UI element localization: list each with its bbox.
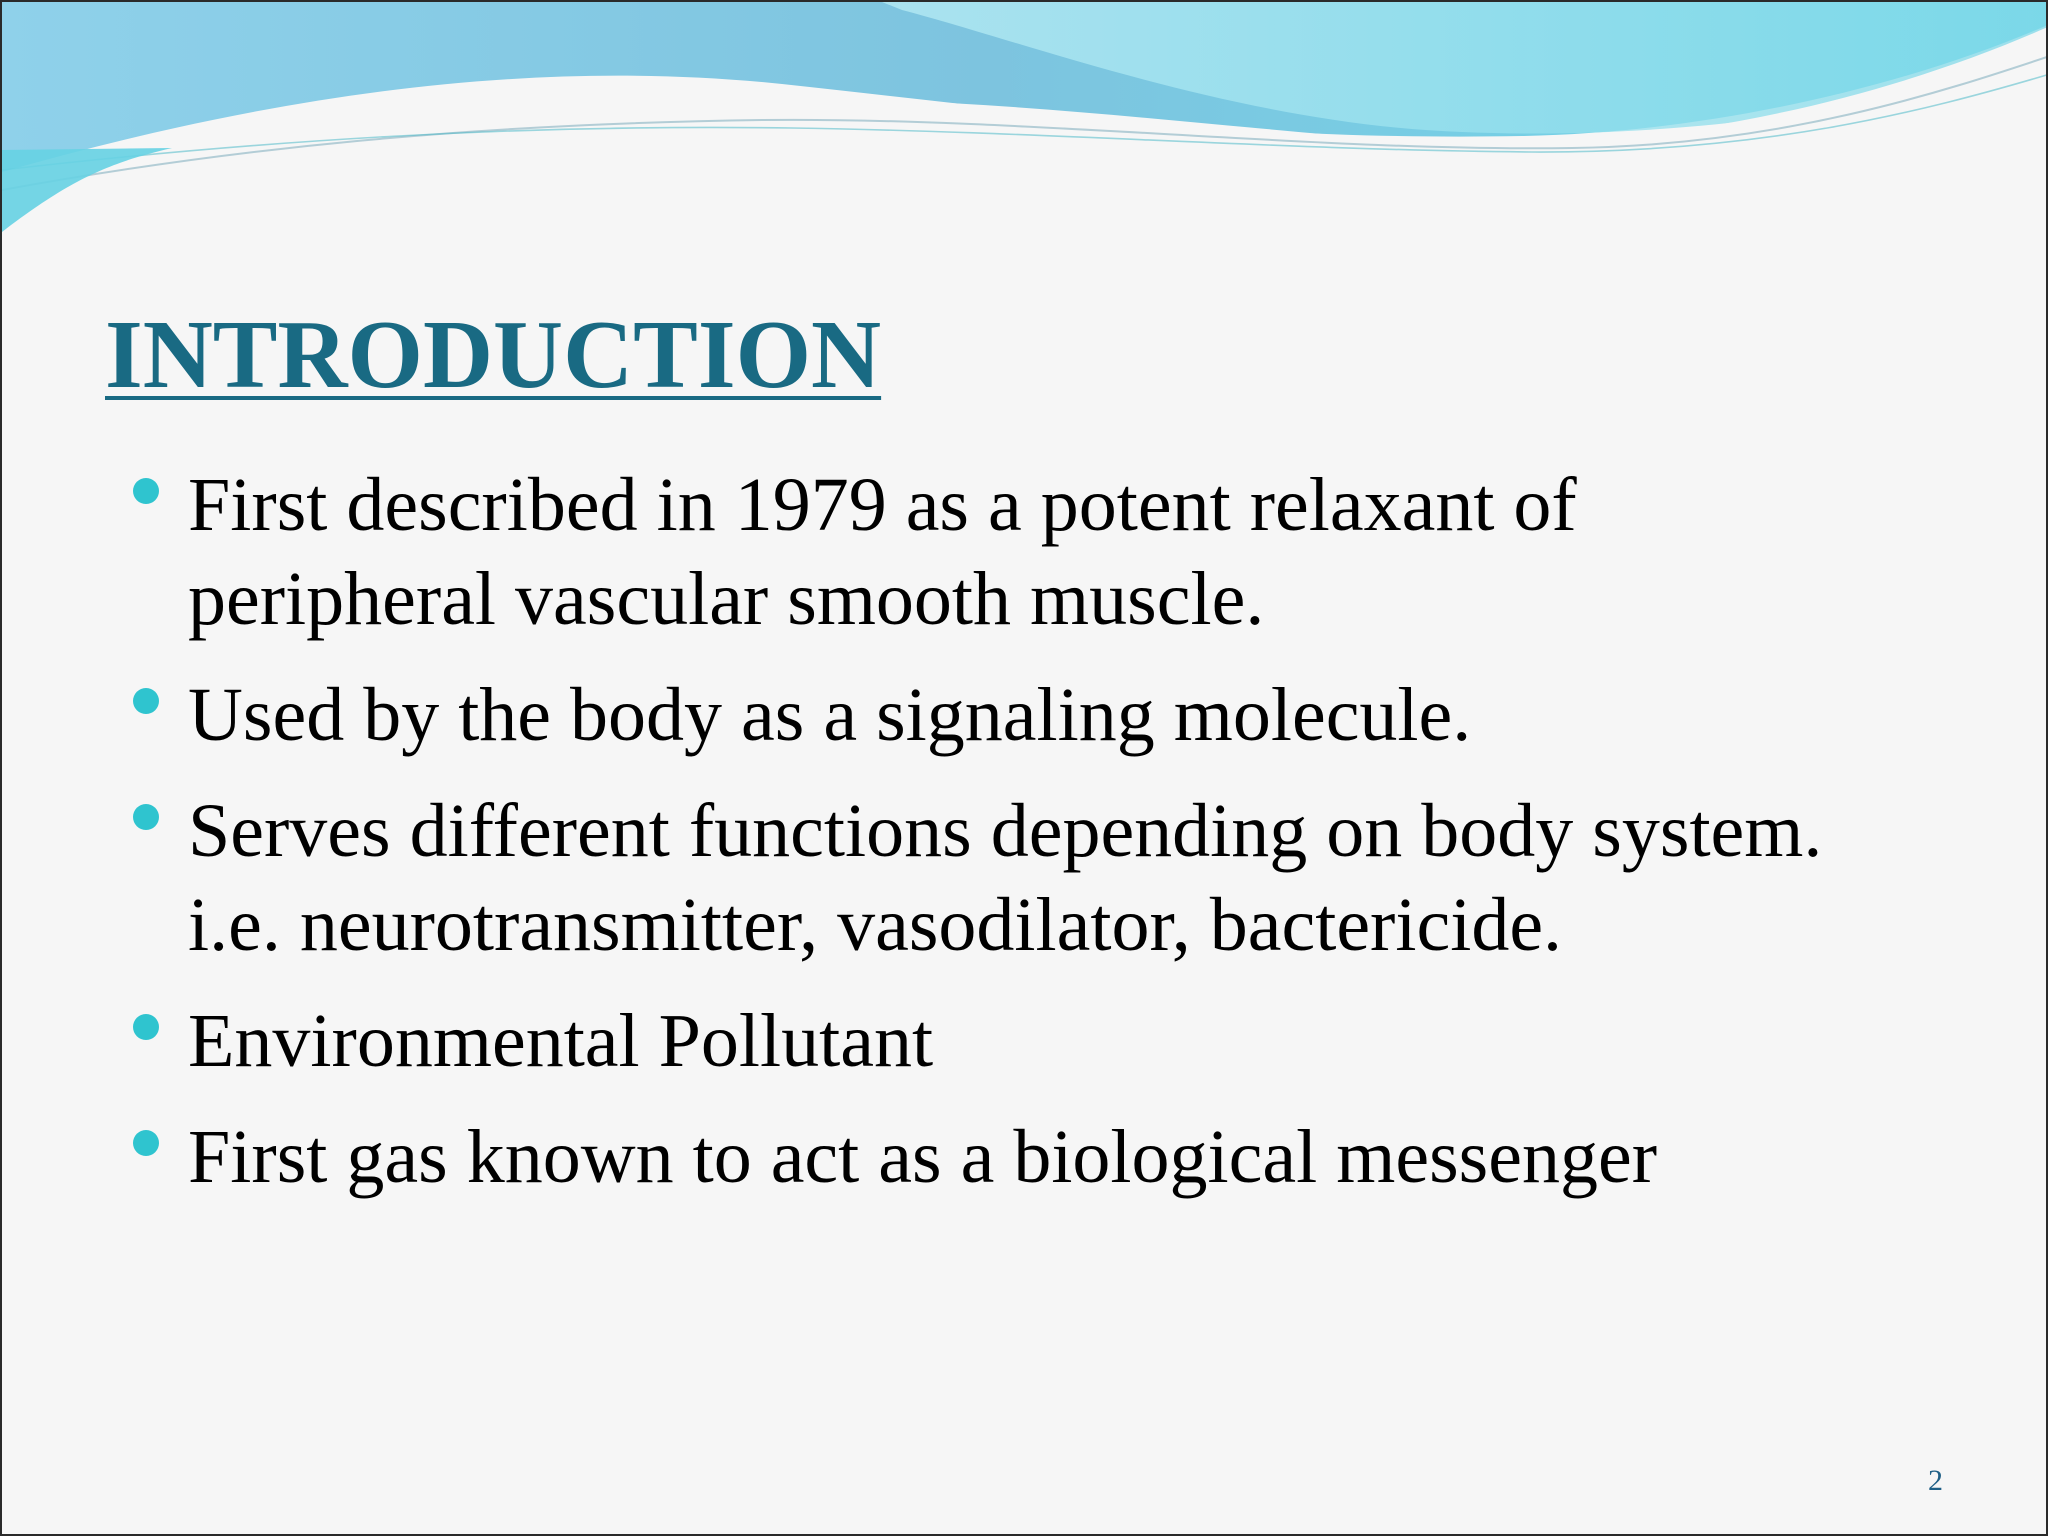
bullet-item	[130, 668, 2010, 762]
bullet-line: Environmental Pollutant	[188, 999, 934, 1083]
bullet-dot-icon	[133, 1130, 159, 1156]
bullet-line: First gas known to act as a biological messenger	[188, 1115, 1658, 1199]
bullet-line: Serves different functions depending on body system.	[188, 789, 1823, 873]
bullet-dot-icon	[133, 1014, 159, 1040]
bullet-item	[130, 1110, 2010, 1204]
bullet-line: peripheral vascular smooth muscle.	[188, 557, 1265, 641]
header-wave-decoration	[2, 2, 2048, 242]
bullet-item	[130, 784, 2010, 972]
bullet-dot-icon	[133, 688, 159, 714]
page-number: 2	[1928, 1464, 1943, 1497]
bullet-line: First described in 1979 as a potent relaxant of	[188, 463, 1577, 547]
bullet-line: Used by the body as a signaling molecule.	[188, 673, 1472, 757]
bullet-line: i.e. neurotransmitter, vasodilator, bactericide.	[188, 883, 1563, 967]
bullet-item	[130, 458, 2010, 646]
bullet-list	[130, 458, 2010, 1226]
bullet-dot-icon	[133, 804, 159, 830]
bullet-dot-icon	[133, 478, 159, 504]
slide-title: INTRODUCTION	[105, 301, 882, 408]
bullet-item	[130, 994, 2010, 1088]
